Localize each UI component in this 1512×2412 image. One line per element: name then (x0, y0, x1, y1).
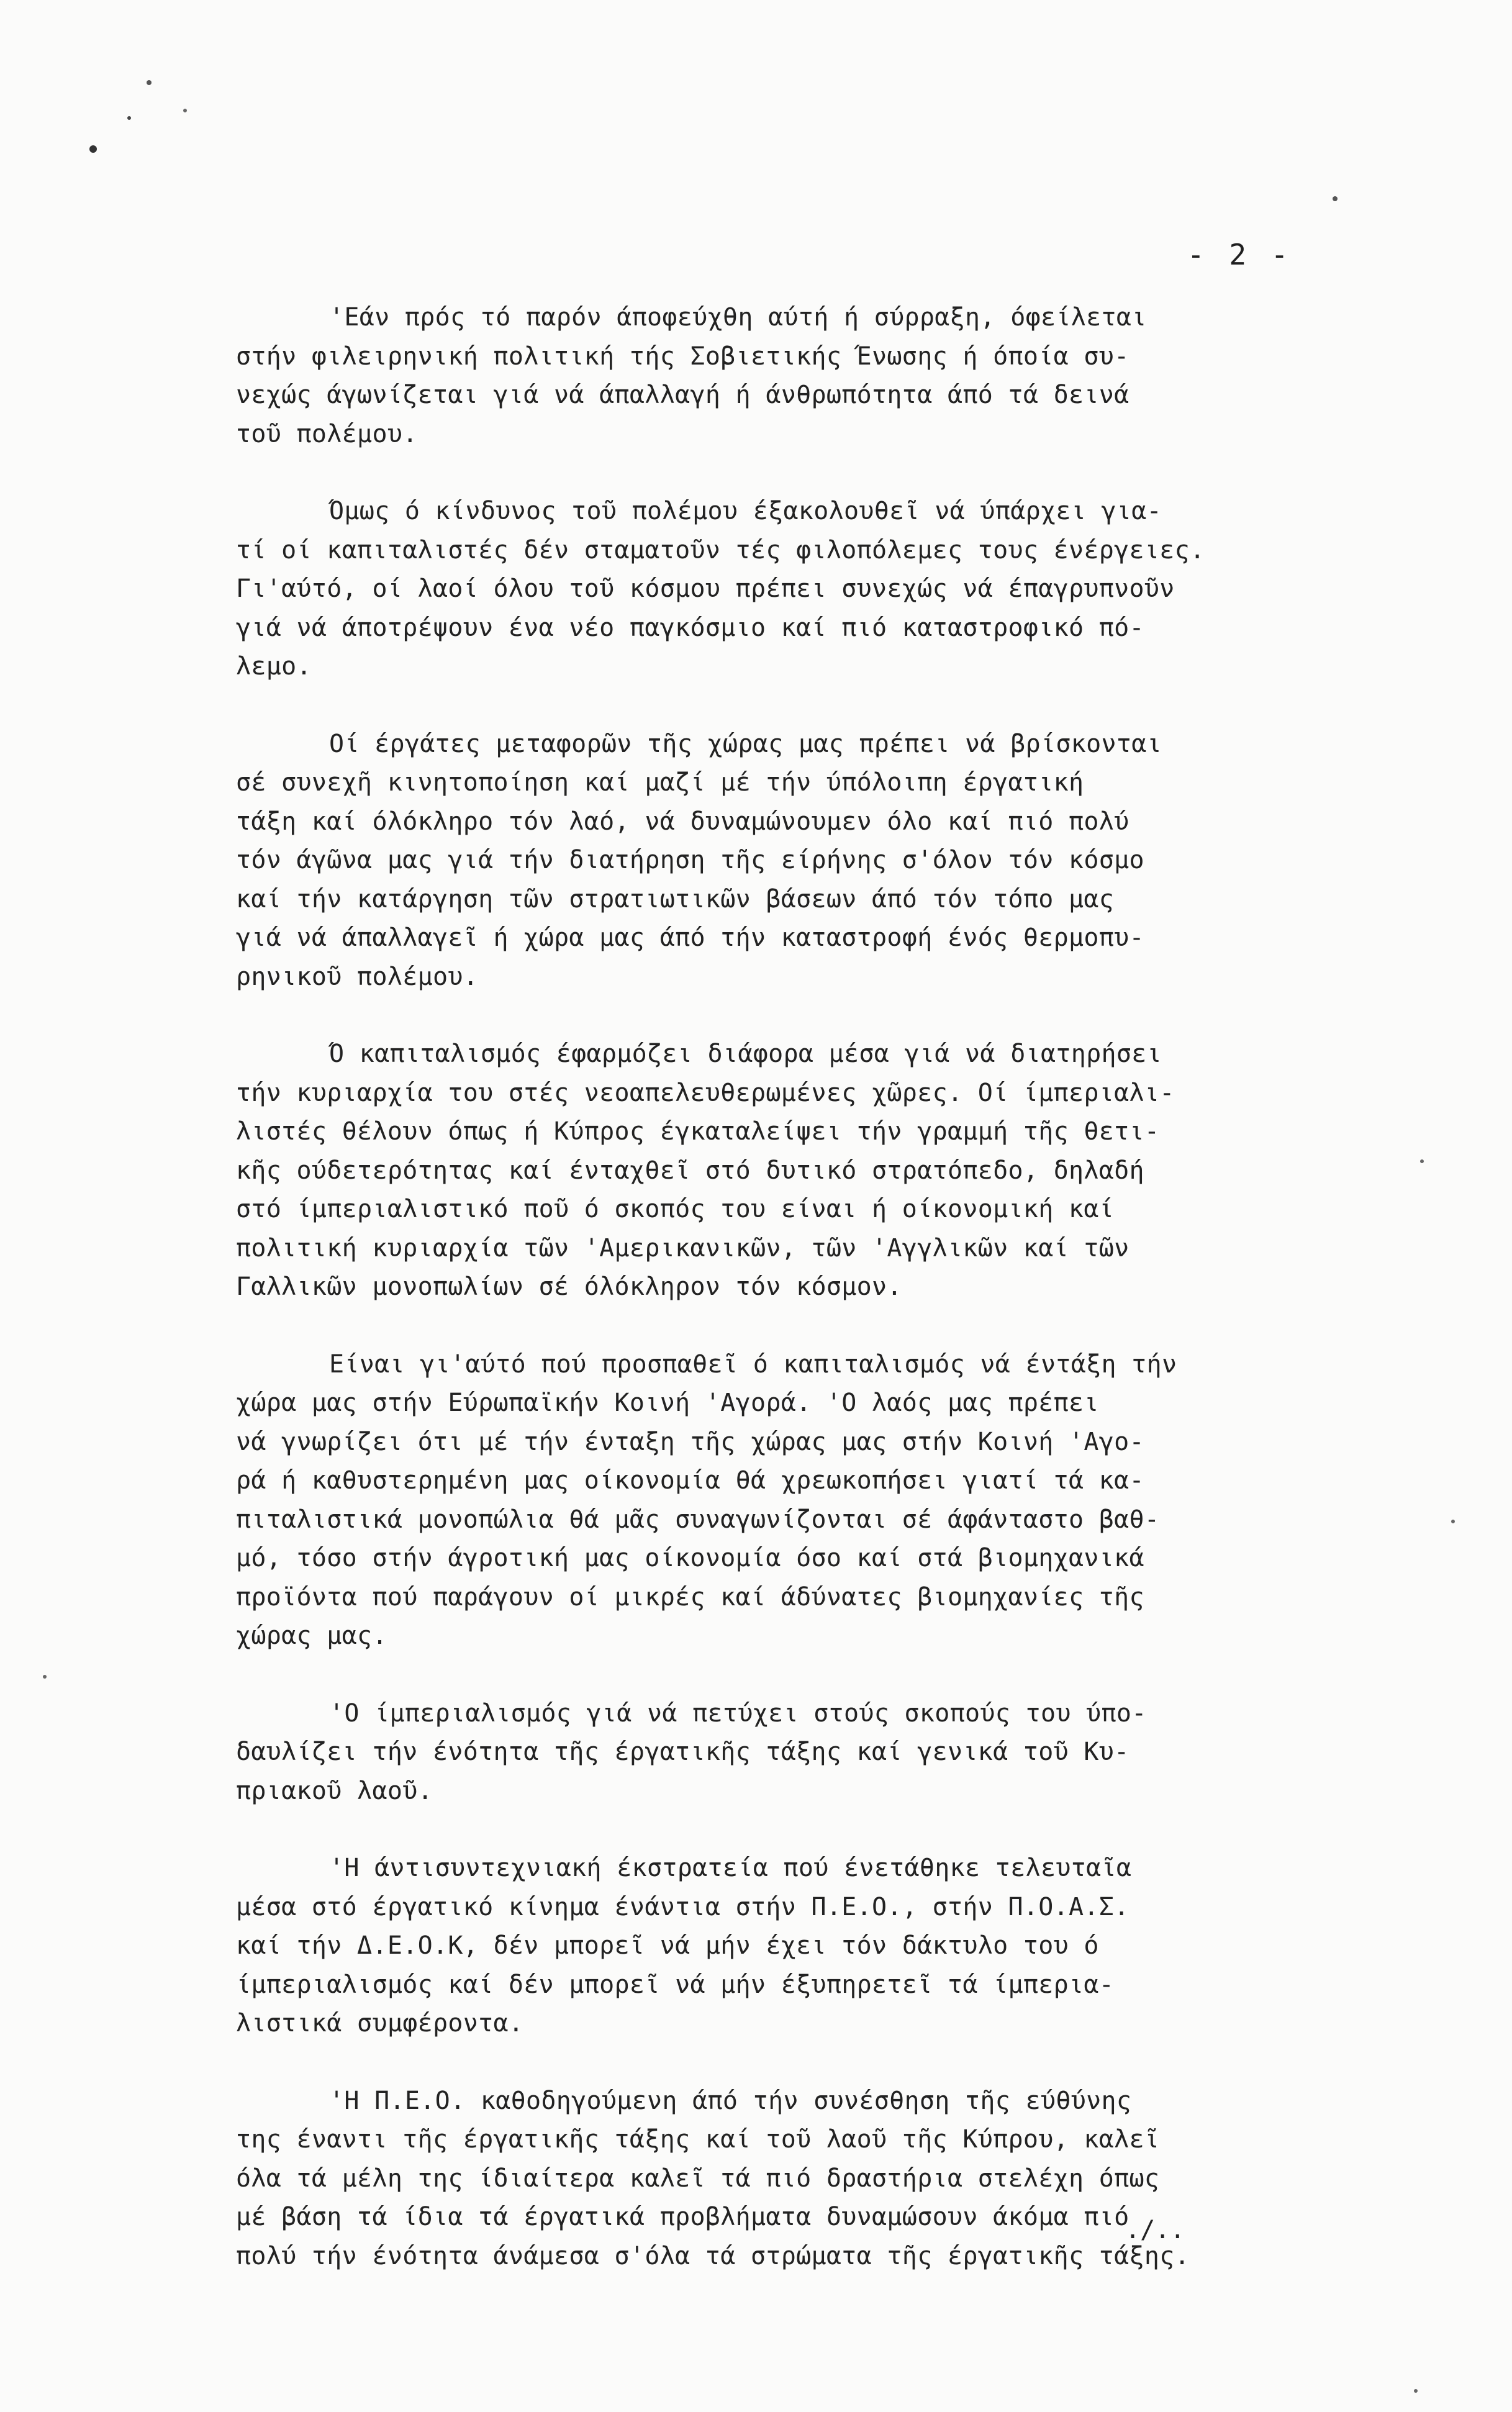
paragraph-line: Γαλλικῶν μονοπωλίων σέ όλόκληρον τόν κόσμον. (236, 1272, 902, 1301)
paragraph-line: πολιτική κυριαρχία τῶν 'Αμερικανικῶν, τῶν 'Αγγλικῶν καί τῶν (236, 1233, 1129, 1263)
paragraph-line: 'Η Π.Ε.Ο. καθοδηγούμενη άπό τήν συνέσθηση τῆς εύθύνης (329, 2086, 1132, 2115)
letter-body (236, 298, 1416, 2314)
paragraph-line: λιστικά συμφέροντα. (236, 2009, 524, 2038)
paragraph-4 (236, 1035, 1416, 1307)
paragraph-6 (236, 1694, 1416, 1811)
paragraph-line: στό ίμπεριαλιστικό ποῦ ό σκοπός του είναι ή οίκονομική καί (236, 1195, 1115, 1223)
paragraph-line: Οί έργάτες μεταφορῶν τῆς χώρας μας πρέπει νά βρίσκονται (329, 729, 1162, 758)
continuation-mark: ./.. (1125, 2216, 1185, 2244)
paragraph-line: λιστές θέλουν όπως ή Κύπρος έγκαταλείψει τήν γραμμή τῆς θετι- (236, 1117, 1160, 1146)
paragraph-line: ρά ή καθυστερημένη μας οίκονομία θά χρεωκοπήσει γιατί τά κα- (236, 1466, 1144, 1495)
paragraph-line: νεχώς άγωνίζεται γιά νά άπαλλαγή ή άνθρωπότητα άπό τά δεινά (236, 381, 1129, 409)
paragraph-line: μέσα στό έργατικό κίνημα ένάντια στήν Π.Ε.Ο., στήν Π.Ο.Α.Σ. (236, 1892, 1129, 1921)
paragraph-line: λεμο. (236, 652, 312, 681)
paragraph-line: 'Η άντισυντεχνιακή έκστρατεία πού ένετάθηκε τελευταῖα (329, 1854, 1132, 1882)
paragraph-line: πολύ τήν ένότητα άνάμεσα σ'όλα τά στρώματα τῆς έργατικῆς τάξης. (236, 2241, 1190, 2270)
page-number: - 2 - (1187, 238, 1292, 271)
paragraph-line: τόν άγῶνα μας γιά τήν διατήρηση τῆς είρήνης σ'όλον τόν κόσμο (236, 846, 1144, 874)
paragraph-5 (236, 1345, 1416, 1656)
paragraph-2 (236, 492, 1416, 686)
paragraph-line: της έναντι τῆς έργατικῆς τάξης καί τοῦ λαοῦ τῆς Κύπρου, καλεῖ (236, 2125, 1160, 2154)
paragraph-line: τήν κυριαρχία του στές νεοαπελευθερωμένες χῶρες. Οί ίμπεριαλι- (236, 1078, 1175, 1107)
paragraph-line: πριακοῦ λαοῦ. (236, 1776, 433, 1805)
paragraph-line: ρηνικοῦ πολέμου. (236, 962, 479, 991)
paragraph-line: πιταλιστικά μονοπώλια θά μᾶς συναγωνίζονται σέ άφάνταστο βαθ- (236, 1505, 1160, 1534)
paragraph-line: χώρας μας. (236, 1621, 387, 1650)
paragraph-line: καί τήν κατάργηση τῶν στρατιωτικῶν βάσεων άπό τόν τόπο μας (236, 884, 1115, 914)
paragraph-line: τί οί καπιταλιστές δέν σταματοῦν τές φιλοπόλεμες τους ένέργειες. (236, 535, 1205, 564)
paragraph-line: Όμως ό κίνδυνος τοῦ πολέμου έξακολουθεῖ νά ύπάρχει για- (329, 497, 1162, 525)
paragraph-line: 'Εάν πρός τό παρόν άποφεύχθη αύτή ή σύρραξη, όφείλεται (329, 303, 1147, 332)
paragraph-line: όλα τά μέλη της ίδιαίτερα καλεῖ τά πιό δραστήρια στελέχη όπως (236, 2164, 1160, 2193)
paragraph-line: γιά νά άποτρέψουν ένα νέο παγκόσμιο καί πιό καταστροφικό πό- (236, 613, 1144, 642)
paragraph-line: δαυλίζει τήν ένότητα τῆς έργατικῆς τάξης καί γενικά τοῦ Κυ- (236, 1738, 1129, 1766)
paragraph-1 (236, 298, 1416, 453)
paragraph-line: χώρα μας στήν Εύρωπαϊκήν Κοινή 'Αγορά. 'Ο λαός μας πρέπει (236, 1389, 1099, 1417)
paragraph-line: μό, τόσο στήν άγροτική μας οίκονομία όσο καί στά βιομηχανικά (236, 1544, 1144, 1572)
paragraph-line: μέ βάση τά ίδια τά έργατικά προβλήματα δυναμώσουν άκόμα πιό (236, 2203, 1129, 2231)
paragraph-line: Ό καπιταλισμός έφαρμόζει διάφορα μέσα γιά νά διατηρήσει (329, 1040, 1162, 1068)
paragraph-line: ίμπεριαλισμός καί δέν μπορεῖ νά μήν έξυπηρετεῖ τά ίμπερια- (236, 1970, 1115, 1999)
paragraph-line: προϊόντα πού παράγουν οί μικρές καί άδύνατες βιομηχανίες τῆς (236, 1582, 1144, 1612)
paragraph-8 (236, 2082, 1416, 2276)
paragraph-line: γιά νά άπαλλαγεῖ ή χώρα μας άπό τήν καταστροφή ένός θερμοπυ- (236, 923, 1144, 952)
paragraph-line: Είναι γι'αύτό πού προσπαθεῖ ό καπιταλισμός νά έντάξη τήν (329, 1349, 1177, 1379)
paragraph-line: τάξη καί όλόκληρο τόν λαό, νά δυναμώνουμεν όλο καί πιό πολύ (236, 807, 1129, 836)
paragraph-line: τοῦ πολέμου. (236, 419, 418, 448)
paragraph-line: κῆς ούδετερότητας καί ένταχθεῖ στό δυτικό στρατόπεδο, δηλαδή (236, 1156, 1144, 1185)
paragraph-line: καί τήν Δ.Ε.Ο.Κ, δέν μπορεῖ νά μήν έχει τόν δάκτυλο του ό (236, 1931, 1099, 1960)
paragraph-line: νά γνωρίζει ότι μέ τήν ένταξη τῆς χώρας μας στήν Κοινή 'Αγο- (236, 1427, 1144, 1456)
paragraph-line: 'Ο ίμπεριαλισμός γιά νά πετύχει στούς σκοπούς του ύπο- (329, 1698, 1147, 1728)
paragraph-line: Γι'αύτό, οί λαοί όλου τοῦ κόσμου πρέπει συνεχώς νά έπαγρυπνοῦν (236, 574, 1175, 603)
paragraph-line: στήν φιλειρηνική πολιτική τής Σοβιετικής Ένωσης ή όποία συ- (236, 342, 1129, 371)
paragraph-7 (236, 1849, 1416, 2043)
paragraph-line: σέ συνεχῆ κινητοποίηση καί μαζί μέ τήν ύπόλοιπη έργατική (236, 768, 1084, 797)
paragraph-3 (236, 725, 1416, 997)
